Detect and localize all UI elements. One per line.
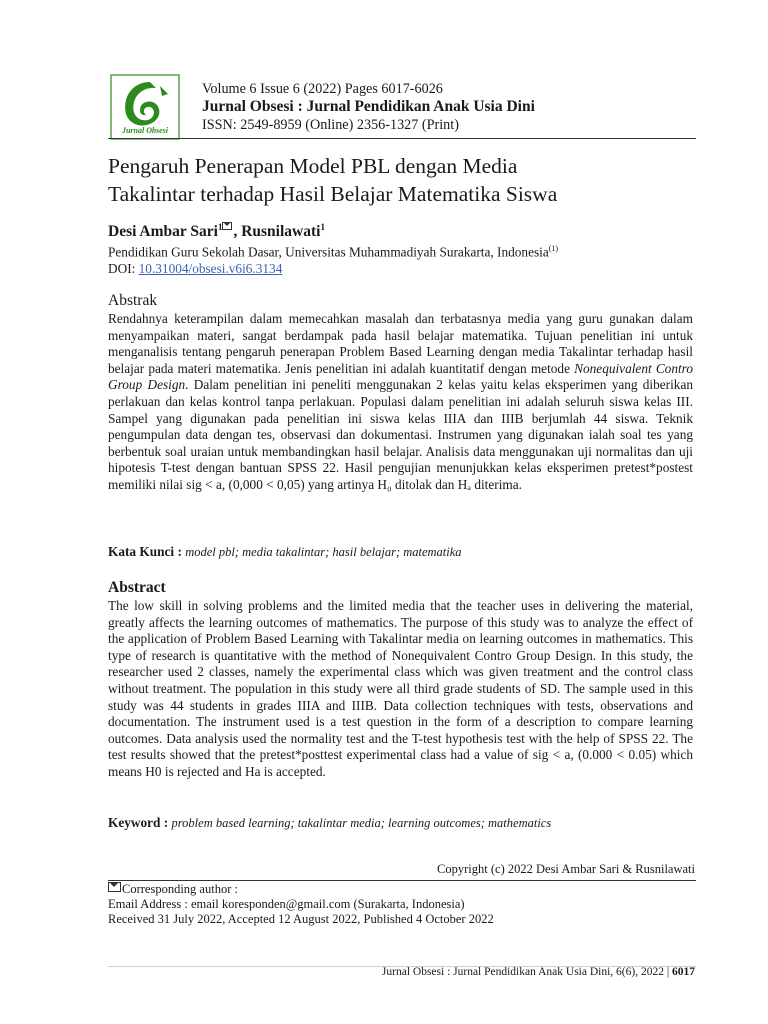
running-head-text: Jurnal Obsesi : Jurnal Pendidikan Anak Usia Dini, 6(6), 2022 | <box>381 966 672 978</box>
issn-line: ISSN: 2549-8959 (Online) 2356-1327 (Print) <box>202 117 459 133</box>
running-footer <box>108 966 695 978</box>
affiliation-sup: (1) <box>548 244 559 253</box>
envelope-icon <box>222 222 232 230</box>
received-line: Received 31 July 2022, Accepted 12 August 2022, Published 4 October 2022 <box>108 912 494 926</box>
title-line-1: Pengaruh Penerapan Model PBL dengan Media <box>108 154 518 178</box>
abstract-body: The low skill in solving problems and the limited media that the teacher uses in delivering the material, greatly affects the learning outcomes of mathematics. The purpose of this study was to analyze the effect of the application of Problem Based Learning with Takalintar media on learning outcomes in mathematics. This type of research is quantitative with the method of Nonequivalent Contro Group Design. In this study, the researcher used 2 classes, namely the experimental class which was given treatment and the control class without treatment. The population in this study were all third grade students of SD. The sample used in this study was 44 students in grades IIIA and IIIB. Data collection techniques with tests, observations and documentation. The instrument used is a test question in the form of a description to compare learning outcomes. Data analysis used the normality test and the T-test hypothesis test with the help of SPSS 22. The test results showed that the pretest*posttest experimental class had a value of sig < a, (0.000 < 0.05) which means H0 is rejected and Ha is accepted. <box>108 598 693 779</box>
author-name: , Rusnilawati <box>233 223 321 241</box>
logo-text: Jurnal Obsesi <box>121 126 168 135</box>
abstrak-text: . Dalam penelitian ini peneliti menggunakan 2 kelas yaitu kelas eksperimen yang diberikan perlakuan dan kelas kontrol tanpa perlakuan. Populasi dalam penelitian ini adalah seluruh siswa kelas III. Sampel yang digunakan pada penelitian ini siswa kelas IIIA dan IIIB berjumlah 44 siswa. Teknik pengumpulan data dengan tes, observasi dan dokumentasi. Instrumen yang digunakan ialah soal tes yang berbentuk soal uraian untuk membandingkan hasil belajar. Analisis data menggunakan uji normalitas dan uji hipotesis T-test dengan bantuan SPSS 22. Hasil pengujian menunjukkan kelas eksperimen pretest*postest memiliki nilai sig < a, (0,000 < 0,05) yang artinya H₀ ditolak dan Hₐ diterima. <box>108 377 693 492</box>
author-list <box>108 222 325 241</box>
copyright-line: Copyright (c) 2022 Desi Ambar Sari & Rusnilawati <box>437 862 695 876</box>
email-line: Email Address : email koresponden@gmail.com (Surakarta, Indonesia) <box>108 897 465 911</box>
author-name: Desi Ambar Sari <box>108 223 218 241</box>
doi-line <box>108 261 282 277</box>
journal-logo <box>110 74 180 140</box>
author-affil-sup: 1 <box>320 222 325 232</box>
title-line-2: Takalintar terhadap Hasil Belajar Matematika Siswa <box>108 182 558 206</box>
article-title <box>108 152 708 208</box>
keywords-label: Kata Kunci : <box>108 544 186 559</box>
corresponding-label: Corresponding author : <box>122 882 238 896</box>
header-divider <box>108 138 696 139</box>
kata-kunci <box>108 544 462 560</box>
abstrak-method-italic: Nonequivalent Contro Group Design <box>108 360 694 393</box>
keyword-line <box>108 815 551 831</box>
keywords-text: problem based learning; takalintar media; learning outcomes; mathematics <box>171 816 552 830</box>
page-number: 6017 <box>672 966 695 978</box>
abstrak-body <box>108 311 693 494</box>
envelope-icon <box>108 882 121 892</box>
affiliation-text: Pendidikan Guru Sekolah Dasar, Universitas Muhammadiyah Surakarta, Indonesia <box>108 244 549 260</box>
journal-name: Jurnal Obsesi : Jurnal Pendidikan Anak Usia Dini <box>202 98 535 115</box>
keywords-label: Keyword : <box>108 815 172 830</box>
affiliation <box>108 244 558 260</box>
author-affil-sup: 1 <box>217 222 223 232</box>
doi-link[interactable]: 10.31004/obsesi.v6i6.3134 <box>138 261 283 276</box>
journal-header <box>202 80 702 134</box>
volume-line: Volume 6 Issue 6 (2022) Pages 6017-6026 <box>202 81 443 97</box>
corresponding-author <box>108 881 238 897</box>
abstrak-text: Rendahnya keterampilan dalam memecahkan masalah dan terbatasnya media yang guru gunakan dalam menyampaikan materi, sangat berdampak pada hasil belajar matematika. Tujuan penelitian ini untuk menganalisis tentang pengaruh penerapan Problem Based Learning dengan media Takalintar terhadap hasil belajar pada materi matematika. Jenis penelitian ini adalah kuantitatif dengan metode <box>108 311 693 376</box>
abstract-heading: Abstract <box>108 579 166 596</box>
keywords-text: model pbl; media takalintar; hasil belajar; matematika <box>185 545 462 559</box>
doi-label: DOI: <box>108 261 139 276</box>
abstrak-heading: Abstrak <box>108 292 158 309</box>
